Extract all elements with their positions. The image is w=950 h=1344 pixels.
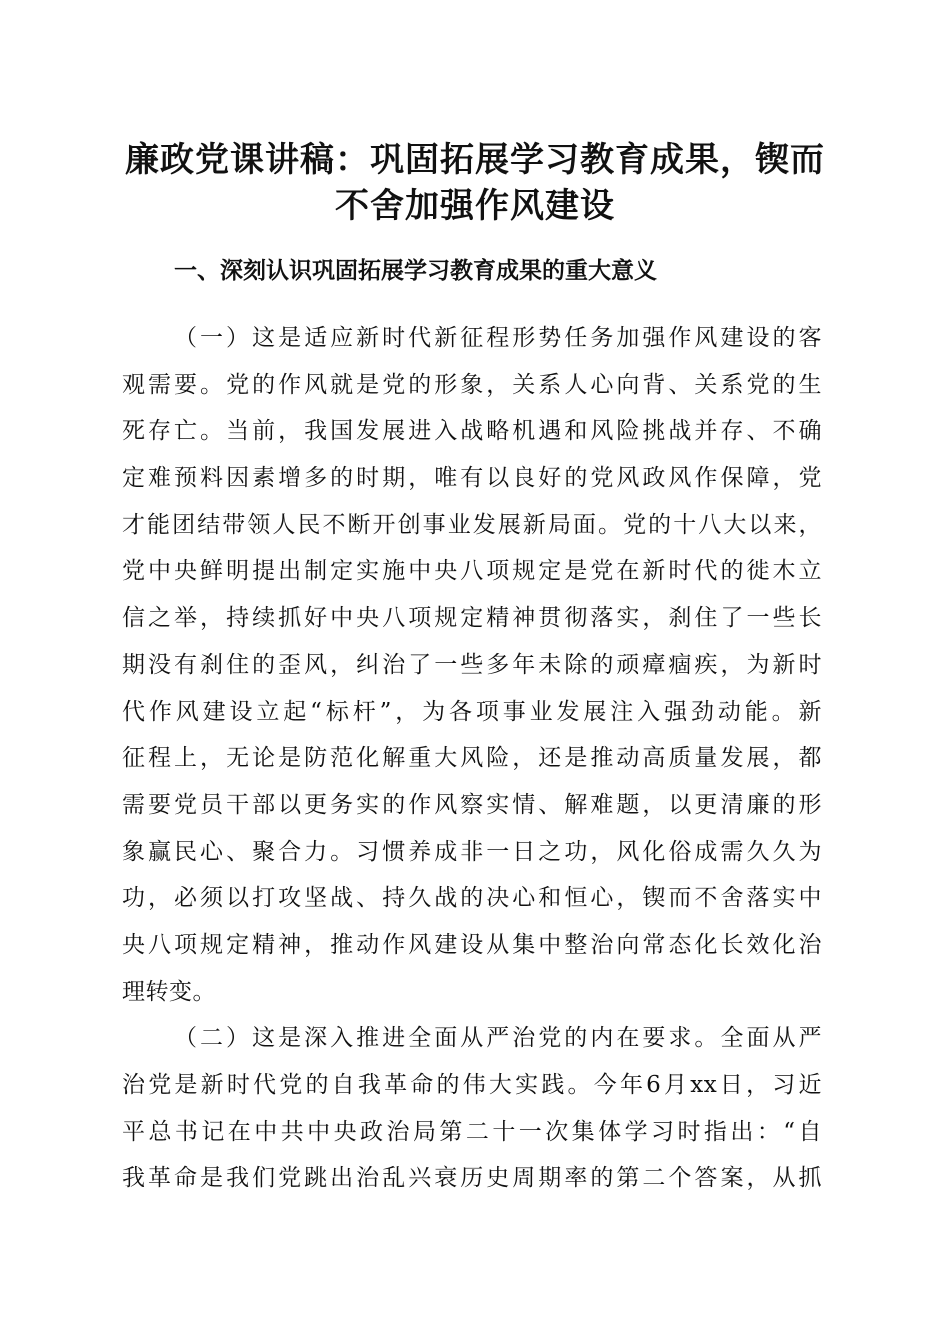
- document-title-line-2: 不舍加强作风建设: [335, 186, 615, 226]
- document-title-line-1: 廉政党课讲稿：巩固拓展学习教育成果，锲而: [125, 140, 825, 180]
- paragraph-line: （一）这是适应新时代新征程形势任务加强作风建设的客: [174, 325, 822, 351]
- paragraph-line: 征程上，无论是防范化解重大风险，还是推动高质量发展，都: [122, 745, 822, 772]
- paragraph-line: 功，必须以打攻坚战、持久战的决心和恒心，锲而不舍落实中: [122, 885, 822, 912]
- section-heading: 一、深刻认识巩固拓展学习教育成果的重大意义: [174, 258, 657, 284]
- paragraph-line: 代作风建设立起“标杆”，为各项事业发展注入强劲动能。新: [122, 698, 822, 725]
- paragraph-line: 观需要。党的作风就是党的形象，关系人心向背、关系党的生: [122, 371, 822, 398]
- paragraph-line: 需要党员干部以更务实的作风察实情、解难题，以更清廉的形: [122, 791, 822, 818]
- paragraph-line: 才能团结带领人民不断开创事业发展新局面。党的十八大以来，: [122, 511, 822, 538]
- paragraph-line: 死存亡。当前，我国发展进入战略机遇和风险挑战并存、不确: [122, 418, 822, 445]
- paragraph-line: 信之举，持续抓好中央八项规定精神贯彻落实，刹住了一些长: [122, 605, 822, 632]
- paragraph-line: （二）这是深入推进全面从严治党的内在要求。全面从严: [174, 1025, 822, 1052]
- paragraph-line: 象赢民心、聚合力。习惯养成非一日之功，风化俗成需久久为: [122, 838, 822, 865]
- paragraph-line: 期没有刹住的歪风，纠治了一些多年未除的顽瘴痼疾，为新时: [122, 651, 822, 678]
- paragraph-line: 定难预料因素增多的时期，唯有以良好的党风政风作保障，党: [122, 465, 822, 492]
- paragraph-line: 央八项规定精神，推动作风建设从集中整治向常态化长效化治: [122, 931, 822, 958]
- paragraph-line: 理转变。: [122, 978, 216, 1005]
- paragraph-line: 治党是新时代党的自我革命的伟大实践。今年6月xx日，习近: [122, 1072, 822, 1098]
- paragraph-line: 党中央鲜明提出制定实施中央八项规定是党在新时代的徙木立: [122, 558, 822, 585]
- document-body: [122, 322, 822, 1209]
- paragraph-line: 我革命是我们党跳出治乱兴衰历史周期率的第二个答案，从抓: [122, 1165, 822, 1192]
- paragraph-line: 平总书记在中共中央政治局第二十一次集体学习时指出：“自: [122, 1118, 822, 1145]
